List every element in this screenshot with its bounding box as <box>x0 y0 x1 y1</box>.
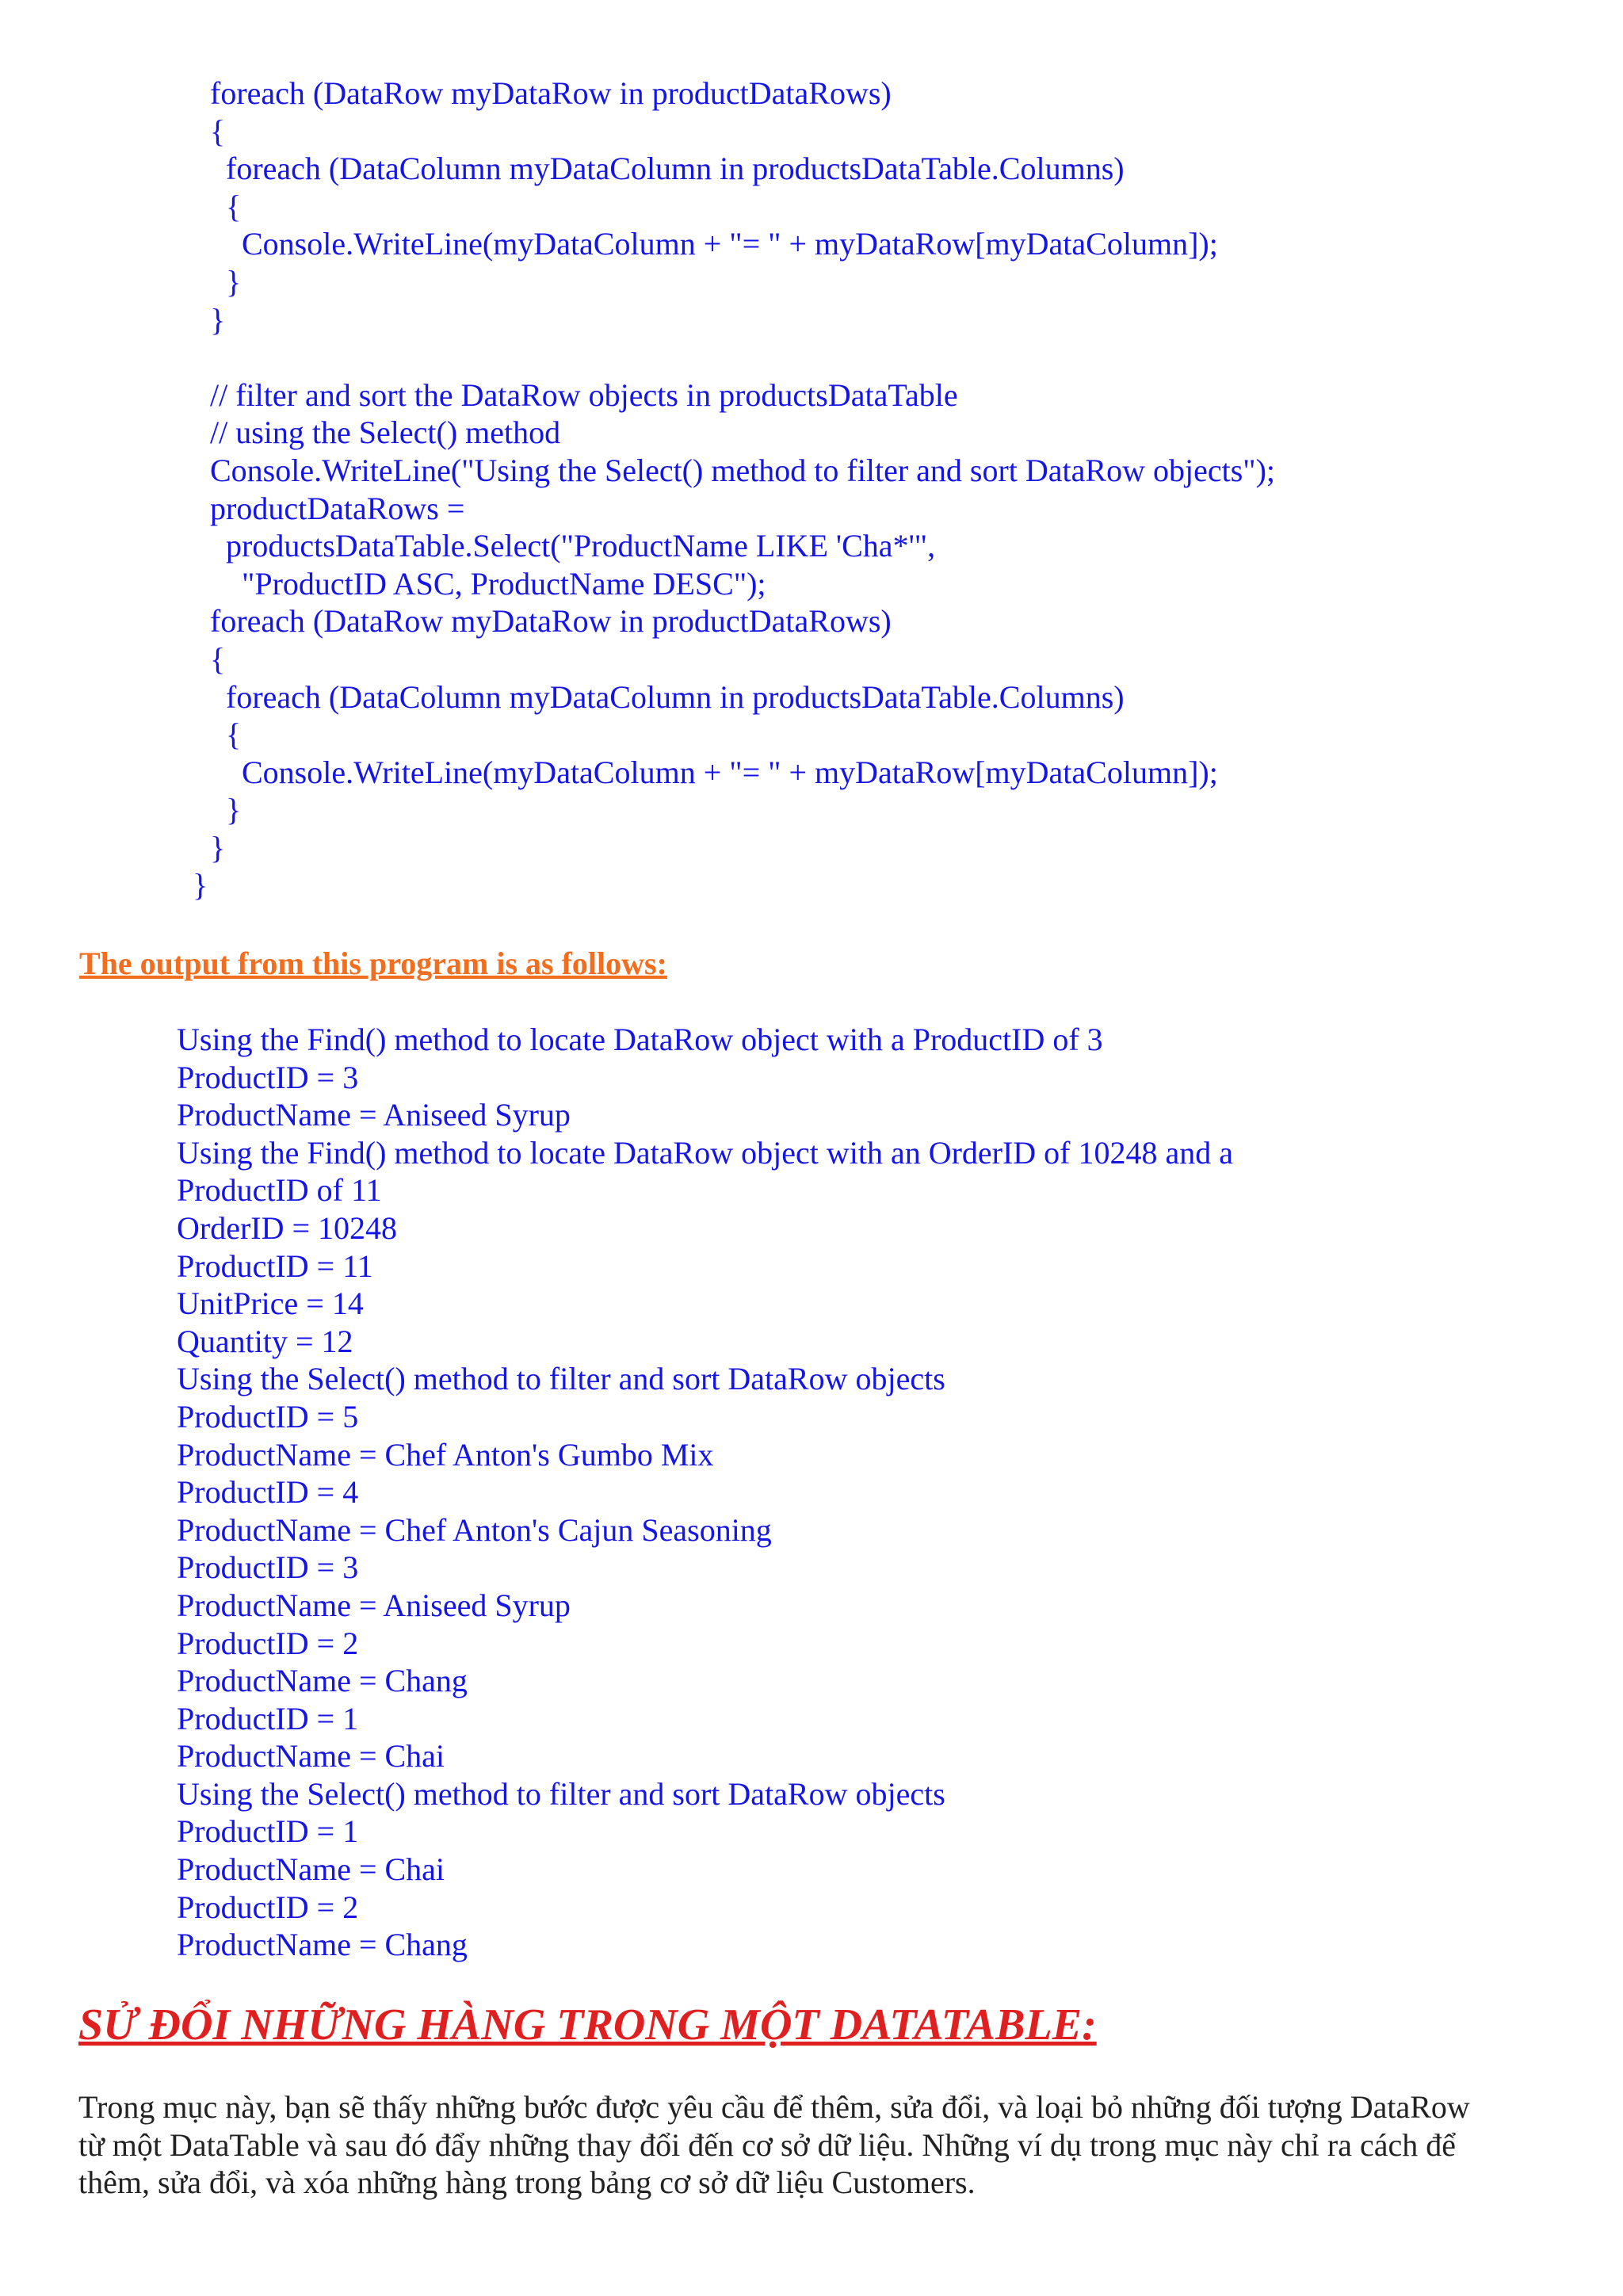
code-line: foreach (DataRow myDataRow in productDataRows) <box>210 75 892 111</box>
code-line: } <box>210 301 226 338</box>
output-line: ProductID = 3 <box>177 1059 359 1095</box>
paragraph-line: Trong mục này, bạn sẽ thấy những bước được yêu cầu để thêm, sửa đổi, và loại bỏ những đối tượng DataRow <box>78 2089 1470 2125</box>
output-line: Using the Find() method to locate DataRow object with an OrderID of 10248 and a <box>177 1134 1234 1171</box>
program-output <box>177 1021 1233 1964</box>
output-heading: The output from this program is as follows: <box>79 946 667 981</box>
code-line: { <box>210 640 226 677</box>
code-line <box>0 338 1623 376</box>
output-line: Quantity = 12 <box>177 1323 353 1359</box>
output-line: UnitPrice = 14 <box>177 1286 364 1322</box>
output-line: Using the Select() method to filter and sort DataRow objects <box>177 1361 945 1397</box>
output-line: ProductID = 1 <box>177 1813 359 1850</box>
code-line: foreach (DataColumn myDataColumn in productsDataTable.Columns) <box>210 151 1125 187</box>
code-listing <box>0 74 1623 904</box>
code-line: { <box>210 113 226 149</box>
output-line: ProductID = 4 <box>177 1474 359 1511</box>
code-line: } <box>210 263 242 300</box>
code-line: Console.WriteLine("Using the Select() method to filter and sort DataRow objects"); <box>210 452 1276 488</box>
code-line: } <box>210 792 242 828</box>
code-line: { <box>210 188 242 224</box>
code-line: // using the Select() method <box>210 415 561 451</box>
code-line: } <box>210 829 226 865</box>
output-line: ProductName = Chef Anton's Cajun Seasoning <box>177 1511 772 1548</box>
output-line: ProductID = 3 <box>177 1549 359 1586</box>
output-line: ProductName = Aniseed Syrup <box>177 1587 571 1623</box>
output-line: ProductName = Chef Anton's Gumbo Mix <box>177 1436 714 1473</box>
paragraph-line: từ một DataTable và sau đó đẩy những thay đổi đến cơ sở dữ liệu. Những ví dụ trong mục này chỉ ra cách để <box>78 2126 1457 2163</box>
output-line: Using the Find() method to locate DataRow object with a ProductID of 3 <box>177 1022 1103 1057</box>
code-line: "ProductID ASC, ProductName DESC"); <box>210 565 766 602</box>
code-line: Console.WriteLine(myDataColumn + "= " + myDataRow[myDataColumn]); <box>210 754 1218 790</box>
section-title: SỬ ĐỔI NHỮNG HÀNG TRONG MỘT DATATABLE: <box>78 2000 1097 2050</box>
code-line: } <box>193 867 208 904</box>
code-line: { <box>210 716 242 753</box>
output-line: ProductName = Aniseed Syrup <box>177 1097 571 1133</box>
code-line: productsDataTable.Select("ProductName LIKE 'Cha*'", <box>210 528 936 564</box>
output-line: ProductName = Chai <box>177 1738 445 1775</box>
output-line: ProductName = Chang <box>177 1663 468 1699</box>
output-line: ProductID of 11 <box>177 1172 382 1209</box>
output-line: ProductID = 5 <box>177 1398 359 1435</box>
output-line: OrderID = 10248 <box>177 1209 398 1246</box>
output-line: ProductID = 1 <box>177 1700 359 1736</box>
body-paragraph <box>78 2088 1552 2202</box>
code-line: productDataRows = <box>210 490 465 526</box>
output-line: ProductName = Chang <box>177 1927 468 1963</box>
output-line: Using the Select() method to filter and sort DataRow objects <box>177 1775 945 1812</box>
output-line: ProductID = 11 <box>177 1247 373 1284</box>
paragraph-line: thêm, sửa đổi, và xóa những hàng trong bảng cơ sở dữ liệu Customers. <box>78 2164 976 2201</box>
code-line: // filter and sort the DataRow objects in productsDataTable <box>210 376 958 413</box>
code-line: foreach (DataColumn myDataColumn in productsDataTable.Columns) <box>210 678 1125 715</box>
output-line: ProductID = 2 <box>177 1625 359 1661</box>
output-line: ProductID = 2 <box>177 1889 359 1925</box>
output-line: ProductName = Chai <box>177 1851 445 1888</box>
code-line: foreach (DataRow myDataRow in productDataRows) <box>210 603 892 640</box>
code-line: Console.WriteLine(myDataColumn + "= " + myDataRow[myDataColumn]); <box>210 226 1218 262</box>
